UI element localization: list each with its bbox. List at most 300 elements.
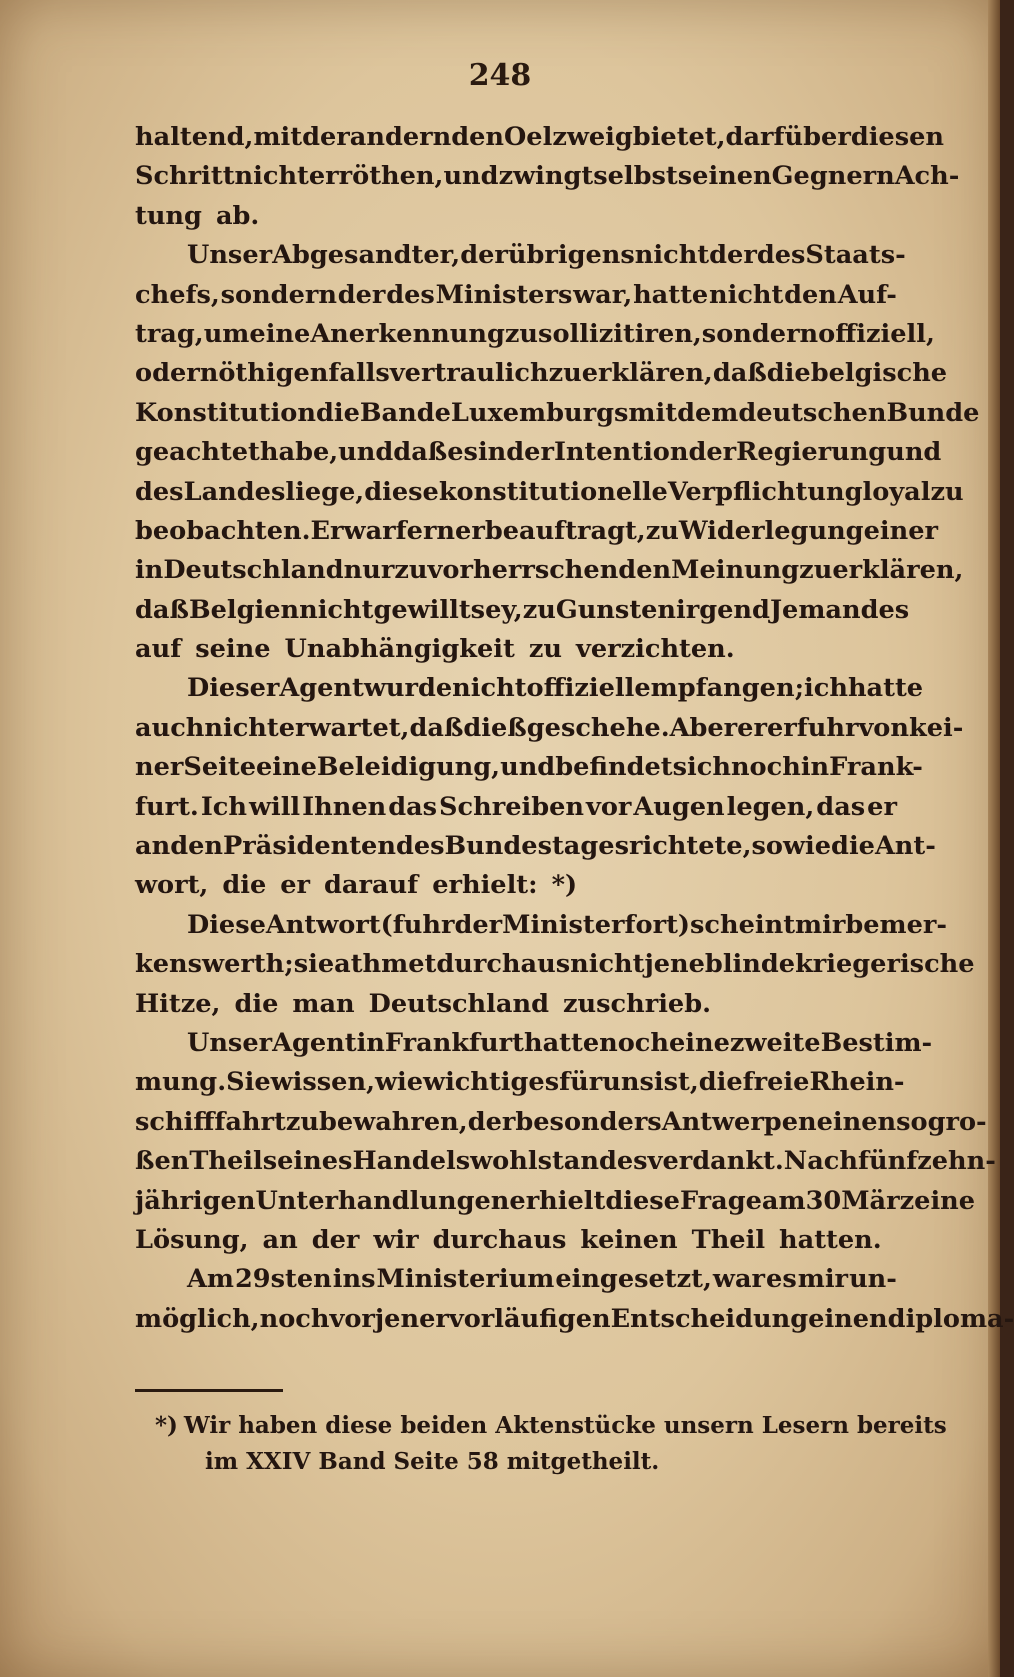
text-line bbox=[135, 748, 923, 787]
word: belgische bbox=[810, 358, 948, 389]
word: der bbox=[311, 1224, 360, 1255]
word: wort, bbox=[135, 870, 209, 901]
text-line bbox=[135, 1103, 987, 1142]
word: erhielt: bbox=[432, 870, 538, 901]
text-line bbox=[135, 315, 935, 354]
page-edge-shadow bbox=[988, 0, 1000, 1677]
word: diese bbox=[605, 1185, 680, 1216]
word: irgend bbox=[676, 594, 770, 625]
word: Unterhandlungen bbox=[255, 1185, 510, 1216]
word: richtete, bbox=[628, 831, 752, 862]
word: in bbox=[135, 555, 164, 586]
word: geachtet bbox=[135, 437, 260, 468]
word: Meinung bbox=[671, 555, 800, 586]
word: Beleidigung, bbox=[316, 752, 501, 783]
word: trag, bbox=[135, 318, 204, 349]
word: einer bbox=[863, 515, 938, 546]
page-number: 248 bbox=[468, 58, 532, 93]
word: das bbox=[388, 791, 438, 822]
word: bemer- bbox=[845, 909, 947, 940]
word: deutschen bbox=[738, 397, 887, 428]
word: eine bbox=[668, 1027, 730, 1058]
word: Landes bbox=[183, 476, 286, 507]
word: zweite bbox=[729, 1027, 821, 1058]
word: Oelzweig bbox=[504, 122, 633, 152]
word: loyal bbox=[862, 476, 931, 507]
text-line bbox=[135, 354, 948, 393]
text-line bbox=[135, 197, 897, 236]
word: sollizitiren, bbox=[538, 318, 702, 349]
word: Schreiben bbox=[439, 791, 584, 822]
word: Diese bbox=[187, 909, 266, 940]
word: zu bbox=[528, 634, 562, 665]
word: am bbox=[761, 1185, 806, 1216]
word: verdankt. bbox=[647, 1146, 784, 1177]
word: Widerlegung bbox=[678, 515, 864, 546]
word: Ministers bbox=[435, 279, 573, 310]
word: und bbox=[500, 752, 556, 783]
word: Theil bbox=[189, 1146, 263, 1177]
word: Gegnern bbox=[771, 161, 895, 192]
word: oder bbox=[135, 358, 200, 389]
word: einen bbox=[808, 1303, 888, 1334]
word: Am bbox=[187, 1264, 234, 1295]
word: scheint bbox=[690, 909, 796, 940]
word: Konstitution bbox=[135, 397, 316, 428]
word: zuschrieb. bbox=[562, 988, 712, 1019]
footnote-line bbox=[155, 1444, 895, 1480]
word: Frage bbox=[679, 1185, 762, 1216]
word: der bbox=[709, 240, 757, 271]
main-text bbox=[135, 118, 1014, 1339]
word: wie bbox=[783, 831, 832, 862]
word: chefs, bbox=[135, 279, 220, 310]
text-line bbox=[135, 1182, 976, 1221]
word: Intention bbox=[553, 437, 689, 468]
word: nicht bbox=[299, 594, 374, 625]
word: hatten. bbox=[779, 1224, 882, 1255]
word: des bbox=[386, 279, 435, 310]
word: Entscheidung bbox=[610, 1303, 809, 1334]
text-line bbox=[135, 985, 897, 1024]
footnote-text-2: im XXIV Band Seite 58 mitgetheilt. bbox=[205, 1448, 660, 1475]
word: gewillt bbox=[373, 594, 471, 625]
word: besonders bbox=[515, 1106, 662, 1137]
word: erfuhr bbox=[766, 712, 859, 743]
text-line bbox=[135, 630, 897, 669]
word: mung. bbox=[135, 1067, 227, 1098]
word: dem bbox=[677, 397, 739, 428]
word: sich bbox=[672, 752, 731, 783]
word: bewahren, bbox=[319, 1106, 468, 1137]
word: Sie bbox=[226, 1067, 271, 1098]
word: auch bbox=[135, 712, 205, 743]
word: schifffahrt bbox=[135, 1106, 286, 1137]
word: Er bbox=[310, 515, 344, 546]
word: wir bbox=[373, 1224, 419, 1255]
text-line bbox=[135, 394, 980, 433]
word: dieß bbox=[463, 712, 527, 743]
word: diesen bbox=[850, 122, 945, 152]
word: war bbox=[343, 515, 396, 546]
word: die bbox=[315, 397, 360, 428]
word: wurde bbox=[363, 673, 453, 704]
word: Luxemburgs bbox=[450, 397, 629, 428]
word: nöthigenfalls bbox=[199, 358, 390, 389]
word: bietet, bbox=[632, 122, 726, 152]
word: erröthen, bbox=[308, 161, 444, 192]
word: übrigens bbox=[507, 240, 635, 271]
text-line bbox=[135, 906, 947, 945]
text-line bbox=[135, 473, 964, 512]
word: er bbox=[280, 870, 311, 901]
word: ins bbox=[332, 1264, 376, 1295]
word: hatte bbox=[633, 279, 709, 310]
word: hatte bbox=[847, 673, 924, 704]
word: (fuhr bbox=[380, 909, 455, 940]
text-line bbox=[135, 433, 942, 472]
word: Aber bbox=[669, 712, 738, 743]
word: Schritt bbox=[135, 161, 235, 192]
word: vor bbox=[329, 1303, 375, 1334]
word: Lösung, bbox=[135, 1224, 249, 1255]
footnote-text-1: Wir haben diese beiden Aktenstücke unsern Lesern bereits bbox=[183, 1412, 947, 1439]
word: mit bbox=[253, 122, 303, 152]
word: zu bbox=[799, 555, 833, 586]
word: die bbox=[766, 358, 811, 389]
text-line bbox=[135, 866, 897, 905]
word: Präsidenten bbox=[223, 831, 396, 862]
word: eingesetzt, bbox=[555, 1264, 712, 1295]
word: Belgien bbox=[188, 594, 300, 625]
word: so bbox=[751, 831, 783, 862]
word: Frankfurt bbox=[384, 1027, 524, 1058]
word: wissen, bbox=[270, 1067, 375, 1098]
word: eine bbox=[256, 752, 317, 783]
word: seines bbox=[262, 1146, 353, 1177]
word: erhielt bbox=[509, 1185, 606, 1216]
word: in bbox=[800, 752, 830, 783]
text-line bbox=[135, 788, 897, 827]
word: andern bbox=[349, 122, 452, 152]
word: Bestim- bbox=[820, 1027, 933, 1058]
word: freie bbox=[742, 1067, 810, 1098]
word: nicht bbox=[452, 673, 527, 704]
word: daß bbox=[712, 358, 767, 389]
word: auf bbox=[135, 634, 182, 665]
word: Staats- bbox=[805, 240, 906, 271]
word: mit bbox=[628, 397, 678, 428]
text-line bbox=[135, 1063, 905, 1102]
word: und bbox=[886, 437, 942, 468]
word: kenswerth; bbox=[135, 949, 294, 980]
word: kei- bbox=[909, 712, 964, 743]
word: gro- bbox=[927, 1106, 987, 1137]
word: befindet bbox=[555, 752, 673, 783]
word: sie bbox=[293, 949, 335, 980]
word: noch bbox=[730, 752, 801, 783]
word: jene bbox=[644, 949, 705, 980]
word: Seite bbox=[183, 752, 256, 783]
word: vor bbox=[585, 791, 632, 822]
word: Rhein- bbox=[809, 1067, 905, 1098]
text-line bbox=[135, 1024, 933, 1063]
text-line bbox=[135, 236, 906, 275]
word: um bbox=[203, 318, 250, 349]
word: zu bbox=[285, 1106, 319, 1137]
word: Regierung bbox=[736, 437, 887, 468]
word: diese bbox=[364, 476, 439, 507]
word: Augen bbox=[633, 791, 725, 822]
word: in bbox=[477, 437, 507, 468]
word: nicht bbox=[708, 279, 784, 310]
word: an bbox=[135, 831, 171, 862]
word: tung bbox=[135, 200, 202, 231]
word: ich bbox=[804, 673, 848, 704]
footnote-line bbox=[155, 1408, 947, 1444]
word: Frank- bbox=[829, 752, 923, 783]
word: fünfzehn- bbox=[857, 1146, 996, 1177]
word: zwingt bbox=[498, 161, 594, 192]
word: Agent bbox=[272, 1027, 357, 1058]
text-line bbox=[135, 669, 924, 708]
text-line bbox=[135, 118, 945, 157]
word: Antwort bbox=[265, 909, 381, 940]
word: Unabhängigkeit bbox=[284, 634, 515, 665]
word: blinde bbox=[704, 949, 796, 980]
word: eine bbox=[249, 318, 311, 349]
word: der bbox=[688, 437, 737, 468]
word: darauf bbox=[324, 870, 419, 901]
word: kriegerische bbox=[795, 949, 975, 980]
word: so bbox=[896, 1106, 928, 1137]
word: keinen bbox=[580, 1224, 678, 1255]
word: Deutschland bbox=[368, 988, 549, 1019]
word: beobachten. bbox=[135, 515, 311, 546]
word: der bbox=[467, 1106, 516, 1137]
word: Verpflichtung bbox=[667, 476, 863, 507]
text-line bbox=[135, 827, 936, 866]
word: zu bbox=[930, 476, 964, 507]
word: noch bbox=[599, 1027, 669, 1058]
word: wie bbox=[374, 1067, 424, 1098]
word: offiziell bbox=[526, 673, 635, 704]
word: zu bbox=[394, 555, 428, 586]
word: ner bbox=[135, 752, 184, 783]
word: ßen bbox=[135, 1146, 190, 1177]
word: jener bbox=[374, 1303, 449, 1334]
text-line bbox=[135, 1260, 897, 1299]
word: nicht bbox=[204, 712, 279, 743]
word: uns bbox=[602, 1067, 654, 1098]
word: beauftragt, bbox=[484, 515, 646, 546]
word: Bande bbox=[359, 397, 451, 428]
word: es bbox=[766, 1264, 797, 1295]
word: Bundestages bbox=[444, 831, 629, 862]
word: diploma- bbox=[887, 1303, 1014, 1334]
word: Minister bbox=[502, 909, 625, 940]
word: der bbox=[506, 437, 554, 468]
word: seinen bbox=[677, 161, 772, 192]
word: daß bbox=[393, 437, 448, 468]
text-line bbox=[135, 551, 964, 590]
word: vorherrschenden bbox=[427, 555, 672, 586]
word: den bbox=[451, 122, 505, 152]
word: fort) bbox=[624, 909, 690, 940]
word: zu bbox=[548, 358, 582, 389]
word: nicht bbox=[234, 161, 309, 192]
word: es bbox=[447, 437, 478, 468]
word: empfangen; bbox=[634, 673, 805, 704]
word: hatte bbox=[523, 1027, 600, 1058]
word: selbst bbox=[593, 161, 678, 192]
word: der bbox=[302, 122, 350, 152]
word: un- bbox=[849, 1264, 897, 1295]
word: legen, bbox=[726, 791, 815, 822]
word: seine bbox=[195, 634, 271, 665]
word: daß bbox=[409, 712, 464, 743]
text-line bbox=[135, 1142, 996, 1181]
word: das bbox=[816, 791, 866, 822]
word: ab. bbox=[215, 200, 260, 231]
footnote-rule bbox=[135, 1389, 283, 1392]
word: *) bbox=[551, 870, 578, 901]
word: zu bbox=[504, 318, 539, 349]
word: mir bbox=[797, 1264, 849, 1295]
word: er bbox=[737, 712, 767, 743]
word: sondern bbox=[220, 279, 337, 310]
word: Nach bbox=[783, 1146, 858, 1177]
word: Deutschland bbox=[163, 555, 344, 586]
word: Jemandes bbox=[769, 594, 910, 625]
word: Anerkennung bbox=[310, 318, 505, 349]
word: und bbox=[338, 437, 394, 468]
word: jährigen bbox=[135, 1185, 256, 1216]
word: vorläufigen bbox=[448, 1303, 611, 1334]
word: konstitutionelle bbox=[438, 476, 668, 507]
word: 29sten bbox=[234, 1264, 332, 1295]
word: der bbox=[337, 279, 386, 310]
word: die bbox=[222, 870, 267, 901]
word: sondern bbox=[701, 318, 819, 349]
word: nur bbox=[343, 555, 395, 586]
word: man bbox=[292, 988, 355, 1019]
word: Theil bbox=[691, 1224, 766, 1255]
text-line bbox=[135, 157, 960, 196]
word: einen bbox=[816, 1106, 897, 1137]
word: Hitze, bbox=[135, 988, 221, 1019]
word: Antwerpen bbox=[661, 1106, 817, 1137]
word: zu bbox=[522, 594, 556, 625]
footnote-marker: *) bbox=[155, 1412, 178, 1439]
word: es bbox=[528, 1067, 560, 1098]
word: wichtig bbox=[423, 1067, 529, 1098]
word: möglich, bbox=[135, 1303, 260, 1334]
word: ist, bbox=[653, 1067, 699, 1098]
word: die bbox=[831, 831, 875, 862]
word: die bbox=[698, 1067, 743, 1098]
word: in bbox=[356, 1027, 385, 1058]
word: erklären, bbox=[832, 555, 964, 586]
word: athmet bbox=[334, 949, 437, 980]
footnote bbox=[155, 1408, 947, 1480]
word: durchaus bbox=[432, 1224, 567, 1255]
word: daß bbox=[135, 594, 189, 625]
word: will bbox=[248, 791, 301, 822]
word: er bbox=[867, 791, 897, 822]
word: Agent bbox=[279, 673, 364, 704]
word: geschehe. bbox=[526, 712, 670, 743]
word: an bbox=[262, 1224, 298, 1255]
word: Ministerium bbox=[376, 1264, 555, 1295]
text-line bbox=[135, 709, 964, 748]
word: war bbox=[712, 1264, 766, 1295]
word: Auf- bbox=[837, 279, 897, 310]
word: noch bbox=[259, 1303, 330, 1334]
word: mir bbox=[795, 909, 846, 940]
word: war, bbox=[573, 279, 633, 310]
word: haltend, bbox=[135, 122, 254, 152]
text-line bbox=[135, 276, 897, 315]
word: Unser bbox=[187, 240, 273, 271]
text-line bbox=[135, 512, 938, 551]
word: Bunde bbox=[886, 397, 980, 428]
word: Ich bbox=[200, 791, 247, 822]
word: Unser bbox=[187, 1027, 273, 1058]
word: den bbox=[784, 279, 837, 310]
word: habe, bbox=[259, 437, 339, 468]
word: des bbox=[135, 476, 184, 507]
word: die bbox=[234, 988, 279, 1019]
word: darf bbox=[725, 122, 785, 152]
text-line bbox=[135, 1221, 897, 1260]
word: erklären, bbox=[581, 358, 713, 389]
word: des bbox=[756, 240, 806, 271]
text-line bbox=[135, 591, 910, 630]
word: durchaus bbox=[436, 949, 571, 980]
word: erwartet, bbox=[278, 712, 410, 743]
word: Abgesandter, bbox=[272, 240, 461, 271]
text-line bbox=[135, 945, 975, 984]
word: Ach- bbox=[894, 161, 960, 192]
word: Ihnen bbox=[302, 791, 387, 822]
word: Gunsten bbox=[555, 594, 677, 625]
word: zu bbox=[645, 515, 679, 546]
word: Dieser bbox=[187, 673, 280, 704]
word: von bbox=[858, 712, 909, 743]
word: nicht bbox=[634, 240, 710, 271]
word: Ant- bbox=[874, 831, 936, 862]
word: und bbox=[443, 161, 499, 192]
text-line bbox=[135, 1300, 1014, 1339]
word: ferner bbox=[395, 515, 485, 546]
word: nicht bbox=[570, 949, 645, 980]
word: vertraulich bbox=[389, 358, 549, 389]
word: furt. bbox=[135, 791, 199, 822]
word: 30 bbox=[805, 1185, 842, 1216]
word: eine bbox=[914, 1185, 976, 1216]
word: sey, bbox=[470, 594, 523, 625]
word: des bbox=[395, 831, 445, 862]
word: über bbox=[784, 122, 851, 152]
word: verzichten. bbox=[575, 634, 735, 665]
word: der bbox=[454, 909, 503, 940]
word: der bbox=[460, 240, 508, 271]
word: März bbox=[841, 1185, 915, 1216]
word: für bbox=[559, 1067, 603, 1098]
word: offiziell, bbox=[818, 318, 935, 349]
word: liege, bbox=[285, 476, 365, 507]
